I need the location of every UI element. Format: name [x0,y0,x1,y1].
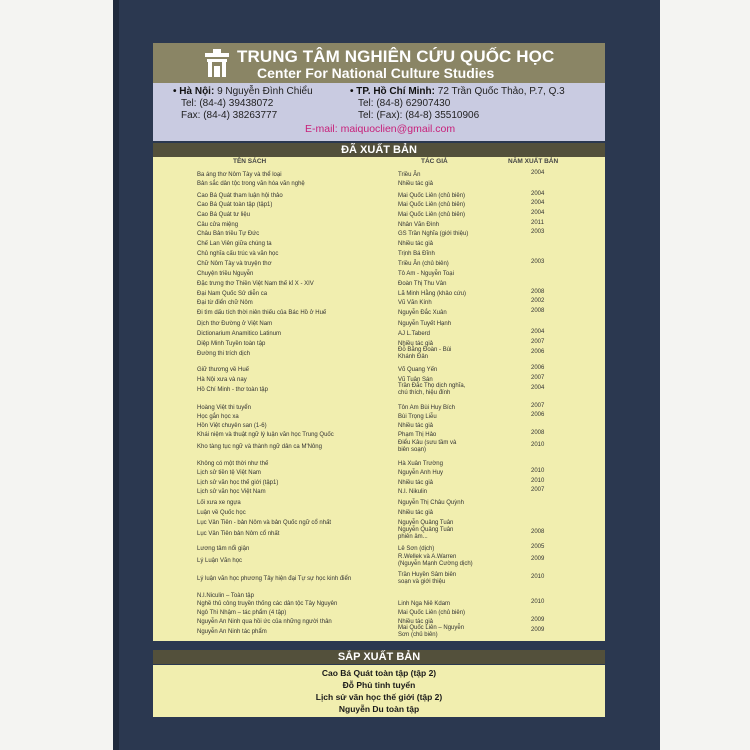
book-author: Nhiều tác giả [398,181,434,187]
book-year: 2002 [531,298,545,304]
book-author: Nhiều tác giả [398,341,434,347]
book-author-line2: soạn và giới thiệu [398,579,446,585]
book-year: 2006 [531,412,545,418]
book-title: Đường thi trích dịch [197,351,250,357]
book-title: Lý Luận Văn học [197,558,243,564]
book-year: 2009 [531,556,545,562]
book-title: Ba áng thơ Nôm Tày và thể loại [197,172,282,178]
hanoi-fax: Fax: (84-4) 38263777 [181,110,278,121]
book-title: Khái niệm và thuật ngữ lý luận văn học Trung Quốc [197,432,334,438]
book-title: Chế Lan Viên giữa chúng ta [197,241,272,247]
upcoming-item: Nguyễn Du toàn tập [338,704,420,714]
book-author: Triều Ân (chủ biên) [398,261,449,267]
book-author-line2: Khánh Đản [398,354,429,360]
book-author: Triều Ân [398,172,421,178]
book-year: 2010 [531,468,545,474]
book-title: Nguyễn An Ninh tác phẩm [197,629,267,635]
book-year: 2007 [531,339,545,345]
book-author-line2: phiên âm... [398,534,428,540]
book-year: 2009 [531,627,545,633]
book-author: Tôn Am Bùi Huy Bích [398,405,456,411]
book-author: Mai Quốc Liên (chủ biên) [398,610,466,616]
book-author: AJ L.Taberd [398,331,431,337]
email-label: E-mail: [305,123,338,135]
book-title: Hoàng Việt thi tuyển [197,405,251,411]
book-title: Lịch sử tiền tệ Việt Nam [197,470,261,476]
book-author: Lê Sơn (dịch) [398,546,435,552]
book-year: 2004 [531,200,545,206]
hcm-tel: Tel: (84-8) 62907430 [358,98,451,109]
published-heading: ĐÃ XUẤT BẢN [153,143,605,157]
published-books-table [153,157,605,641]
book-year: 2010 [531,574,545,580]
book-year: 2008 [531,529,545,535]
book-author: Nguyễn Tuyết Hạnh [398,321,452,327]
book-author: Nhân Văn Đình [398,222,440,228]
book-author: Mai Quốc Liên – Nguyễn [398,625,465,631]
publisher-header [153,43,605,83]
upcoming-item: Đỗ Phủ tinh tuyển [342,680,416,690]
book-author-line2: biên soạn) [398,447,427,453]
book-title: Dictionarium Anamitico Latinum [197,331,282,337]
book-title: Nghề thủ công truyền thống các dân tộc Tây Nguyên [197,601,338,607]
hcm-label: • TP. Hồ Chí Minh: [350,86,435,97]
book-title: Giữ thương về Huế [197,367,249,373]
book-year: 2008 [531,308,545,314]
book-author: Mai Quốc Liên (chủ biên) [398,202,466,208]
book-year: 2004 [531,329,545,335]
book-author-line2: chú thích, hiệu đính [398,390,451,396]
book-title: Chữ Nôm Tày và truyện thơ [197,261,272,267]
book-title: Châu Bản triều Tự Đức [197,231,260,237]
book-author: Nhiều tác giả [398,423,434,429]
book-title: Không có một thời như thế [197,461,269,467]
book-title: Lịch sử văn học thế giới (tập1) [197,480,279,486]
book-title: Bản sắc dân tộc trong văn hóa văn nghệ [197,181,305,187]
hanoi-address: 9 Nguyễn Đình Chiểu [217,86,313,97]
book-author: Đoàn Thị Thu Vân [398,281,447,287]
book-author: Vũ Văn Kính [398,300,432,306]
book-author: GS Trần Nghĩa (giới thiệu) [398,231,469,237]
book-title: N.I.Niculin – Toàn tập [197,593,254,599]
cover-spine-edge [113,0,119,750]
book-title: Cao Bá Quát toàn tập (tập1) [197,202,273,208]
hanoi-tel: Tel: (84-4) 39438072 [181,98,274,109]
book-year: 2004 [531,210,545,216]
hcm-address: 72 Trần Quốc Thảo, P.7, Q.3 [437,86,565,97]
hcm-fax: Tel: (Fax): (84-8) 35510906 [358,110,480,121]
book-author: Mai Quốc Liên (chủ biên) [398,193,466,199]
book-title: Đại Nam Quốc Sử diễn ca [197,291,268,297]
column-header-year: NĂM XUẤT BẢN [508,158,559,165]
book-author: Linh Nga Niê Kdam [398,601,451,607]
book-title: Hồn Việt chuyên san (1-6) [197,423,267,429]
book-author: Nguyễn Quảng Tuân [398,527,454,533]
book-title: Kho tàng tục ngữ và thành ngữ dân ca M'Nông [197,444,322,450]
book-title: Hà Nội xưa và nay [197,377,247,383]
book-title: Luận về Quốc học [197,510,246,516]
book-author: Nguyễn Anh Huy [398,470,444,476]
upcoming-item: Lịch sử văn học thế giới (tập 2) [315,692,443,702]
book-author-line2: Sơn (chủ biên) [398,632,438,638]
book-title: Lý luận văn học phương Tây hiện đại Tự sự học kinh điển [197,576,352,582]
gate-logo-icon [204,48,230,78]
book-year: 2007 [531,403,545,409]
book-year: 2007 [531,487,545,493]
book-title: Chuyện triều Nguyễn [197,271,254,277]
book-author: Tô Am - Nguyễn Toại [398,271,454,277]
book-title: Dịch thơ Đường ở Việt Nam [197,321,273,327]
book-author: Nhiều tác giả [398,241,434,247]
book-author: Hà Xuân Trường [398,461,443,467]
book-author: R.Wellek và A.Warren [398,554,457,560]
book-title: Đặc trưng thơ Thiền Việt Nam thế kỉ X - XIV [197,281,314,287]
book-title: Diệp Minh Tuyền toàn tập [197,341,266,347]
upcoming-heading: SẮP XUẤT BẢN [153,650,605,664]
book-year: 2011 [531,220,544,226]
book-title: Lục Vân Tiên - bản Nôm và bản Quốc ngữ cổ nhất [197,520,332,526]
book-year: 2010 [531,442,545,448]
book-title: Cao Bá Quát tham luận hội thảo [197,193,283,199]
book-author: N.I. Nikulin [398,489,428,495]
publisher-title-vn: TRUNG TÂM NGHIÊN CỨU QUỐC HỌC [237,47,555,66]
book-title: Học gắn học xa [197,414,239,420]
book-author: Mai Quốc Liên (chủ biên) [398,212,466,218]
hanoi-label: • Hà Nội: [173,86,215,97]
book-author: Nguyễn Đắc Xuân [398,310,447,316]
book-author: Vũ Tuân Sán [398,377,433,383]
book-title: Lục Vân Tiên bản Nôm cổ nhất [197,531,280,537]
column-header-name: TÊN SÁCH [233,158,267,165]
book-year: 2008 [531,430,545,436]
book-author: Trần Huyền Sâm biên [398,572,457,578]
book-author: Nguyễn Thị Châu Quỳnh [398,500,464,506]
book-year: 2003 [531,229,545,235]
publisher-title-en: Center For National Culture Studies [257,65,495,81]
book-author: Võ Quang Yến [398,367,438,373]
book-title: Đi tìm dấu tích thời niên thiếu của Bác Hồ ở Huế [197,310,327,316]
book-title: Lương tâm nổi giận [197,546,250,552]
book-year: 2010 [531,599,545,605]
book-title: Cao Bá Quát tư liệu [197,212,251,218]
book-year: 2008 [531,289,545,295]
email-address[interactable]: maiquoclien@gmail.com [340,123,456,135]
column-header-author: TÁC GIẢ [421,158,448,165]
book-year: 2006 [531,349,545,355]
book-author: Lã Minh Hằng (khảo cứu) [398,291,467,297]
upcoming-item: Cao Bá Quát toàn tập (tập 2) [321,668,437,678]
book-author: Nhiều tác giả [398,510,434,516]
upcoming-books-list [153,665,605,717]
book-author: Điểu Kâu (sưu tầm và [398,440,457,446]
book-year: 2009 [531,617,545,623]
book-author: Bùi Trọng Liễu [398,414,437,420]
book-year: 2006 [531,365,545,371]
book-author-line2: (Nguyễn Mạnh Cường dịch) [398,561,473,567]
book-year: 2003 [531,259,545,265]
book-year: 2004 [531,191,545,197]
book-title: Ngô Thì Nhậm – tác phẩm (4 tập) [197,610,287,616]
book-author: Nhiều tác giả [398,619,434,625]
book-author: Trần Đắc Thọ dịch nghĩa, [398,383,466,389]
book-year: 2004 [531,170,545,176]
book-title: Câu cửa miệng [197,222,239,228]
email-line [305,123,455,135]
book-year: 2004 [531,385,545,391]
book-year: 2005 [531,544,545,550]
book-title: Đại từ điển chữ Nôm [197,300,253,306]
book-author: Nhiều tác giả [398,480,434,486]
book-author: Nguyễn Quảng Tuân [398,520,454,526]
book-author: Đỗ Bằng Đoàn - Bùi [398,347,452,353]
book-title: Hồ Chí Minh - thơ toàn tập [197,387,268,393]
book-title: Lối xưa xe ngựa [197,500,241,506]
book-author: Trịnh Bá Đĩnh [398,251,435,257]
contact-block [153,83,605,141]
book-year: 2007 [531,375,545,381]
book-title: Lịch sử văn học Việt Nam [197,489,266,495]
book-year: 2010 [531,478,545,484]
book-title: Nguyễn An Ninh qua hồi ức của những người thân [197,619,332,625]
book-title: Chủ nghĩa cấu trúc và văn học [197,251,279,257]
book-author: Phạm Thị Hảo [398,432,437,438]
